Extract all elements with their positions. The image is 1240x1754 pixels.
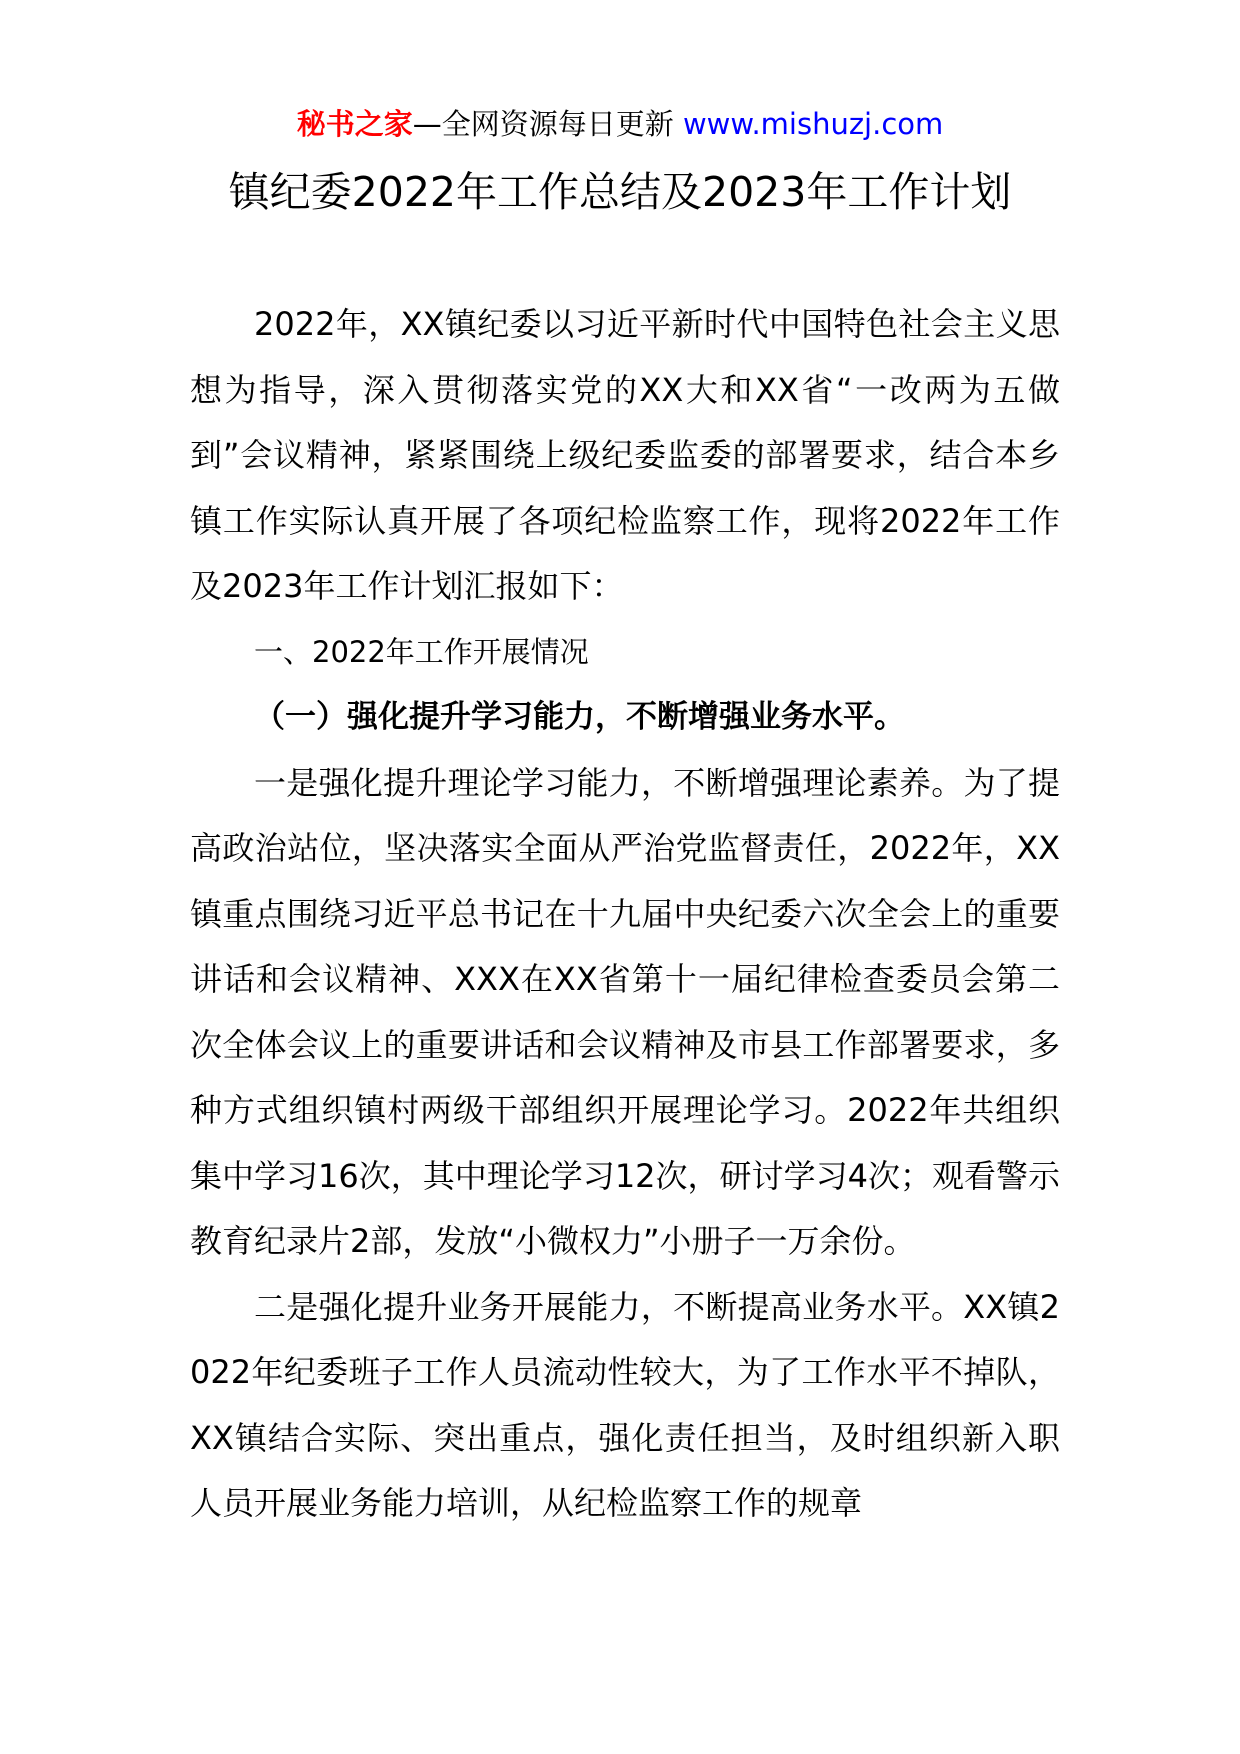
watermark-header [0, 104, 1240, 144]
body-paragraph: 一是强化提升理论学习能力，不断增强理论素养。为了提高政治站位，坚决落实全面从严治党监督责任，2022年，XX镇重点围绕习近平总书记在十九届中央纪委六次全会上的重要讲话和会议精神、XXX在XX省第十一届纪律检查委员会第二次全体会议上的重要讲话和会议精神及市县工作部署要求，多种方式组织镇村两级干部组织开展理论学习。2022年共组织集中学习16次，其中理论学习12次，研讨学习4次；观看警示教育纪录片2部，发放“小微权力”小册子一万余份。 [190, 763, 1060, 1260]
sub-heading: （一）强化提升学习能力，不断增强业务水平。 [254, 699, 905, 735]
document-title: 镇纪委2022年工作总结及2023年工作计划 [228, 168, 1012, 216]
section-heading: 一、2022年工作开展情况 [254, 634, 589, 669]
site-url-link[interactable]: www.mishuzj.com [682, 107, 944, 141]
document-body [190, 292, 1060, 1537]
brand-name: 秘书之家 [296, 107, 413, 141]
body-paragraph: 二是强化提升业务开展能力，不断提高业务水平。XX镇2022年纪委班子工作人员流动性较大，为了工作水平不掉队，XX镇结合实际、突出重点，强化责任担当，及时组织新入职人员开展业务能力培训，从纪检监察工作的规章 [190, 1287, 1060, 1522]
header-tagline: —全网资源每日更新 [412, 107, 683, 141]
intro-paragraph: 2022年，XX镇纪委以习近平新时代中国特色社会主义思想为指导，深入贯彻落实党的XX大和XX省“一改两为五做到”会议精神，紧紧围绕上级纪委监委的部署要求，结合本乡镇工作实际认真开展了各项纪检监察工作，现将2022年工作及2023年工作计划汇报如下： [190, 305, 1060, 605]
